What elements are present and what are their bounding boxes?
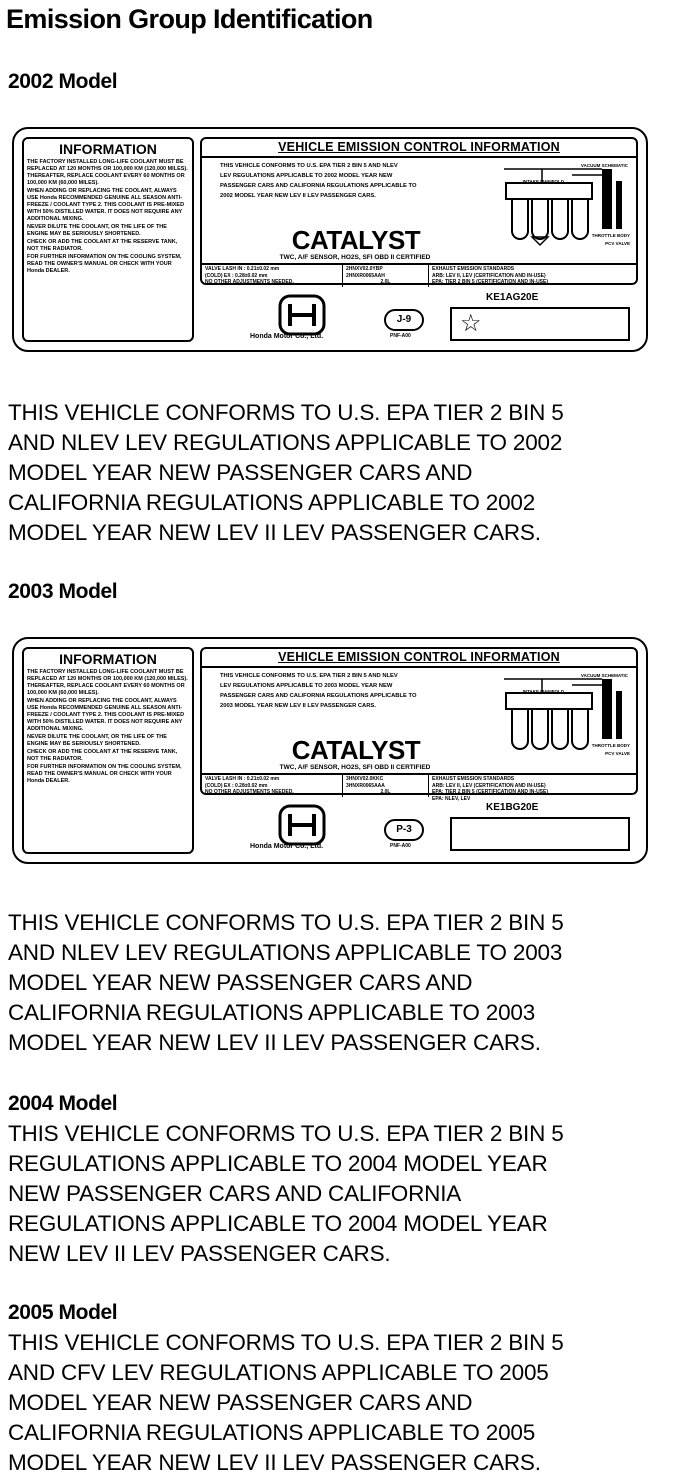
conform-text: [220, 161, 488, 201]
family-code: 3HNXR0065AAA: [346, 782, 385, 789]
conform-line: LEV REGULATIONS APPLICABLE TO 2002 MODEL YEAR NEW: [220, 173, 393, 179]
vehicle-emission-panel: [200, 647, 638, 802]
info-paragraph: NEVER DILUTE THE COOLANT, OR THE LIFE OF THE ENGINE MAY BE SERIOUSLY SHORTENED.: [27, 224, 167, 237]
vehicle-emission-panel: [200, 137, 638, 285]
paragraph-line: MODEL YEAR NEW PASSENGER CARS AND: [8, 460, 473, 485]
label-code: KE1AG20E: [486, 292, 539, 303]
section-heading-2002: 2002 Model: [8, 70, 118, 93]
page-title: Emission Group Identification: [6, 4, 373, 34]
paragraph-line: MODEL YEAR NEW LEV II LEV PASSENGER CARS.: [8, 1030, 541, 1055]
twc-line: TWC, A/F SENSOR, HO2S, SFI OBD II CERTIFIED: [279, 254, 431, 261]
family-mark-sub: PNF-A00: [390, 333, 411, 339]
info-paragraph: FOR FURTHER INFORMATION ON THE COOLING SYSTEM, READ THE OWNER'S MANUAL OR CHECK WITH YOUR Honda DEALER.: [27, 764, 182, 784]
standards-line: EPA: NLEV, LEV: [432, 795, 471, 802]
label-code-box: [450, 817, 630, 851]
engine-caption: VACUUM SCHEMATIC: [580, 673, 628, 678]
spec-row: [202, 263, 636, 287]
standards-line: EPA: TIER 2 BIN 5 (CERTIFICATION AND IN-USE): [432, 279, 549, 285]
emission-label-2003: [12, 637, 648, 864]
paragraph-line: THIS VEHICLE CONFORMS TO U.S. EPA TIER 2 BIN 5: [8, 910, 564, 935]
info-paragraph: NEVER DILUTE THE COOLANT, OR THE LIFE OF THE ENGINE MAY BE SERIOUSLY SHORTENED.: [27, 734, 167, 747]
displacement: 2.0L: [380, 789, 391, 795]
conform-text: [220, 671, 488, 711]
engine-caption: THROTTLE BODY: [591, 743, 630, 748]
conform-line: PASSENGER CARS AND CALIFORNIA REGULATIONS APPLICABLE TO: [220, 183, 417, 189]
paragraph-line: REGULATIONS APPLICABLE TO 2004 MODEL YEAR: [8, 1211, 548, 1236]
engine-caption: VACUUM SCHEMATIC: [580, 163, 628, 168]
section-heading-2005: 2005 Model: [8, 1301, 118, 1324]
info-paragraph: THE FACTORY INSTALLED LONG-LIFE COOLANT MUST BE REPLACED AT 120 MONTHS OR 100,000 KM (120,000 MILES). THEREAFTER, REPLACE COOLANT EVERY 60 MONTHS OR 100,000 KM (60,000 MILES).: [27, 669, 188, 696]
paragraph-line: MODEL YEAR NEW LEV II LEV PASSENGER CARS.: [8, 520, 541, 545]
vec-heading: VEHICLE EMISSION CONTROL INFORMATION: [278, 650, 560, 664]
family-code: 3HNXV02.0KKC: [346, 776, 384, 782]
label-code-box: [450, 307, 630, 341]
star-icon: ☆: [460, 310, 482, 337]
info-paragraph: FOR FURTHER INFORMATION ON THE COOLING SYSTEM, READ THE OWNER'S MANUAL OR CHECK WITH YOUR Honda DEALER.: [27, 254, 182, 274]
label-code: KE1BG20E: [486, 802, 539, 813]
conformity-paragraph-2004: [8, 1119, 678, 1269]
conform-line: THIS VEHICLE CONFORMS TO U.S. EPA TIER 2 BIN 5 AND NLEV: [220, 673, 398, 679]
engine-schematic-icon: [502, 671, 630, 763]
family-code: 2HNXR0065AAH: [346, 272, 385, 279]
conform-line: PASSENGER CARS AND CALIFORNIA REGULATIONS APPLICABLE TO: [220, 693, 417, 699]
paragraph-line: AND NLEV LEV REGULATIONS APPLICABLE TO 2002: [8, 430, 563, 455]
engine-schematic-icon: [502, 161, 630, 253]
info-heading: INFORMATION: [59, 651, 157, 667]
family-mark: J-9: [384, 309, 424, 331]
info-paragraph: CHECK OR ADD THE COOLANT AT THE RESERVE TANK, NOT THE RADIATOR.: [27, 749, 178, 762]
spec-row: [202, 773, 636, 802]
section-heading-2004: 2004 Model: [8, 1092, 118, 1115]
engine-caption: THROTTLE BODY: [591, 233, 630, 238]
coolant-info-panel: [22, 647, 194, 854]
family-mark-sub: PNF-A00: [390, 843, 411, 849]
standards-line: EXHAUST EMISSION STANDARDS: [432, 776, 515, 782]
info-paragraph: WHEN ADDING OR REPLACING THE COOLANT, ALWAYS USE Honda RECOMMENDED GENUINE ALL SEASON ANTI-FREEZE / COOLANT TYPE 2. THIS COOLANT IS PRE-MIXED WITH 50% DISTILLED WATER. IT DOES NOT REQUIRE ANY ADDITIONAL MIXING.: [27, 188, 185, 222]
engine-caption: INTAKE MANIFOLD: [522, 179, 564, 184]
paragraph-line: CALIFORNIA REGULATIONS APPLICABLE TO 2005: [8, 1420, 536, 1445]
coolant-info-panel: [22, 137, 194, 342]
engine-caption: PCV VALVE: [605, 241, 630, 246]
standards-cell: [428, 775, 636, 802]
info-text: [27, 159, 189, 275]
standards-line: EPA: TIER 2 BIN 5 (CERTIFICATION AND IN-USE): [432, 789, 549, 795]
maker-name: Honda Motor Co., Ltd.: [250, 843, 324, 850]
info-paragraph: THE FACTORY INSTALLED LONG-LIFE COOLANT MUST BE REPLACED AT 120 MONTHS OR 100,000 KM (120,000 MILES). THEREAFTER, REPLACE COOLANT EVERY 60 MONTHS OR 100,000 KM (60,000 MILES).: [27, 159, 188, 186]
engine-caption: INTAKE MANIFOLD: [522, 689, 564, 694]
valve-lash-cell: [202, 775, 342, 797]
paragraph-line: THIS VEHICLE CONFORMS TO U.S. EPA TIER 2 BIN 5: [8, 1330, 564, 1355]
family-code: 2HNXV02.0YBP: [346, 266, 383, 272]
conformity-paragraph-2005: [8, 1328, 678, 1478]
info-paragraph: CHECK OR ADD THE COOLANT AT THE RESERVE TANK, NOT THE RADIATOR.: [27, 239, 178, 252]
paragraph-line: AND CFV LEV REGULATIONS APPLICABLE TO 2005: [8, 1360, 549, 1385]
paragraph-line: CALIFORNIA REGULATIONS APPLICABLE TO 2002: [8, 490, 536, 515]
standards-cell: [428, 265, 636, 287]
engine-caption: PCV VALVE: [605, 751, 630, 756]
conformity-paragraph-2002: [8, 398, 678, 548]
paragraph-line: NEW LEV II LEV PASSENGER CARS.: [8, 1241, 391, 1266]
catalyst-text: CATALYST: [291, 735, 421, 765]
valve-lash-cell: [202, 265, 342, 287]
standards-line: EXHAUST EMISSION STANDARDS: [432, 266, 515, 272]
paragraph-line: THIS VEHICLE CONFORMS TO U.S. EPA TIER 2 BIN 5: [8, 1121, 564, 1146]
valve-lash-line: VALVE LASH IN : 0.21±0.02 mm: [205, 266, 280, 272]
conform-line: 2002 MODEL YEAR NEW LEV II LEV PASSENGER CARS.: [220, 193, 376, 199]
family-mark: P-3: [384, 819, 424, 841]
info-text: [27, 669, 189, 785]
twc-line: TWC, A/F SENSOR, HO2S, SFI OBD II CERTIFIED: [279, 764, 431, 771]
family-code-cell: [342, 775, 428, 797]
valve-lash-line: (COLD) EX : 0.28±0.02 mm: [205, 782, 268, 789]
paragraph-line: MODEL YEAR NEW PASSENGER CARS AND: [8, 970, 473, 995]
valve-lash-line: (COLD) EX : 0.28±0.02 mm: [205, 272, 268, 279]
paragraph-line: CALIFORNIA REGULATIONS APPLICABLE TO 2003: [8, 1000, 536, 1025]
divider: [202, 666, 636, 668]
info-heading: INFORMATION: [59, 141, 157, 157]
divider: [202, 156, 636, 158]
maker-name: Honda Motor Co., Ltd.: [250, 333, 324, 340]
conform-line: LEV REGULATIONS APPLICABLE TO 2003 MODEL YEAR NEW: [220, 683, 393, 689]
section-heading-2003: 2003 Model: [8, 580, 118, 603]
displacement: 2.0L: [380, 279, 391, 285]
info-paragraph: WHEN ADDING OR REPLACING THE COOLANT, ALWAYS USE Honda RECOMMENDED GENUINE ALL SEASON ANTI-FREEZE / COOLANT TYPE 2. THIS COOLANT IS PRE-MIXED WITH 50% DISTILLED WATER. IT DOES NOT REQUIRE ANY ADDITIONAL MIXING.: [27, 698, 185, 732]
emission-label-2002: [12, 127, 648, 352]
no-adjust-text: NO OTHER ADJUSTMENTS NEEDED.: [205, 279, 294, 285]
standards-line: ARB: LEV II, LEV (CERTIFICATION AND IN-USE): [432, 782, 546, 789]
no-adjust-text: NO OTHER ADJUSTMENTS NEEDED.: [205, 789, 294, 795]
vec-heading: VEHICLE EMISSION CONTROL INFORMATION: [278, 140, 560, 154]
standards-line: ARB: LEV II, LEV (CERTIFICATION AND IN-USE): [432, 272, 546, 279]
valve-lash-line: VALVE LASH IN : 0.21±0.02 mm: [205, 776, 280, 782]
conform-line: THIS VEHICLE CONFORMS TO U.S. EPA TIER 2 BIN 5 AND NLEV: [220, 163, 398, 169]
catalyst-text: CATALYST: [291, 225, 421, 255]
paragraph-line: REGULATIONS APPLICABLE TO 2004 MODEL YEAR: [8, 1151, 548, 1176]
paragraph-line: THIS VEHICLE CONFORMS TO U.S. EPA TIER 2 BIN 5: [8, 400, 564, 425]
paragraph-line: MODEL YEAR NEW LEV II LEV PASSENGER CARS.: [8, 1450, 541, 1475]
family-code-cell: [342, 265, 428, 287]
paragraph-line: MODEL YEAR NEW PASSENGER CARS AND: [8, 1390, 473, 1415]
paragraph-line: NEW PASSENGER CARS AND CALIFORNIA: [8, 1181, 462, 1206]
conform-line: 2003 MODEL YEAR NEW LEV II LEV PASSENGER CARS.: [220, 703, 376, 709]
conformity-paragraph-2003: [8, 908, 678, 1058]
paragraph-line: AND NLEV LEV REGULATIONS APPLICABLE TO 2003: [8, 940, 563, 965]
